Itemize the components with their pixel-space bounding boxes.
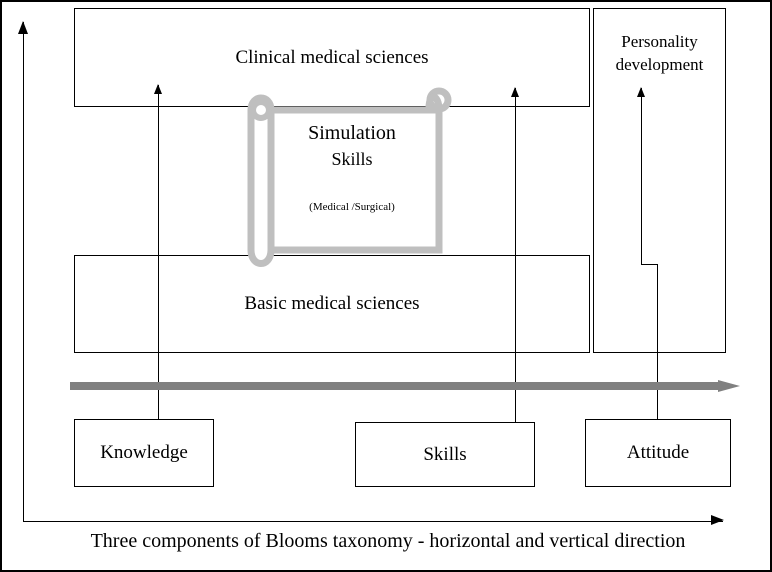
box-clinical-label: Clinical medical sciences: [235, 46, 429, 68]
box-skills-label: Skills: [423, 443, 467, 465]
arrow-attitude-connector-horizontal: [641, 264, 658, 265]
simulation-subtitle: Skills: [331, 149, 373, 169]
box-basic-label: Basic medical sciences: [244, 293, 420, 314]
vertical-axis-arrow: [23, 22, 24, 522]
arrow-knowledge-vertical: [158, 85, 159, 419]
box-skills: [355, 422, 535, 487]
box-knowledge: [74, 419, 214, 487]
box-attitude-label: Attitude: [626, 442, 690, 463]
arrow-head: [718, 380, 740, 392]
box-personality-label-line2: development: [615, 54, 704, 74]
simulation-text-block: [257, 120, 447, 213]
box-knowledge-label: Knowledge: [100, 442, 188, 463]
simulation-title: Simulation: [308, 122, 396, 144]
simulation-note: (Medical /Surgical): [309, 201, 395, 214]
arrow-horizontal-progression: [70, 380, 740, 392]
box-personality-development: [593, 8, 726, 353]
arrow-attitude-vertical: [641, 88, 642, 265]
diagram-caption: Three components of Blooms taxonomy - horizontal and vertical direction: [90, 530, 686, 552]
arrow-skills-vertical: [515, 88, 516, 422]
arrow-shaft: [70, 382, 718, 390]
horizontal-axis-arrow: [23, 521, 723, 522]
arrow-attitude-connector-vertical: [657, 264, 658, 419]
box-attitude: [585, 419, 731, 487]
box-personality-label-line1: Personality: [621, 32, 698, 51]
